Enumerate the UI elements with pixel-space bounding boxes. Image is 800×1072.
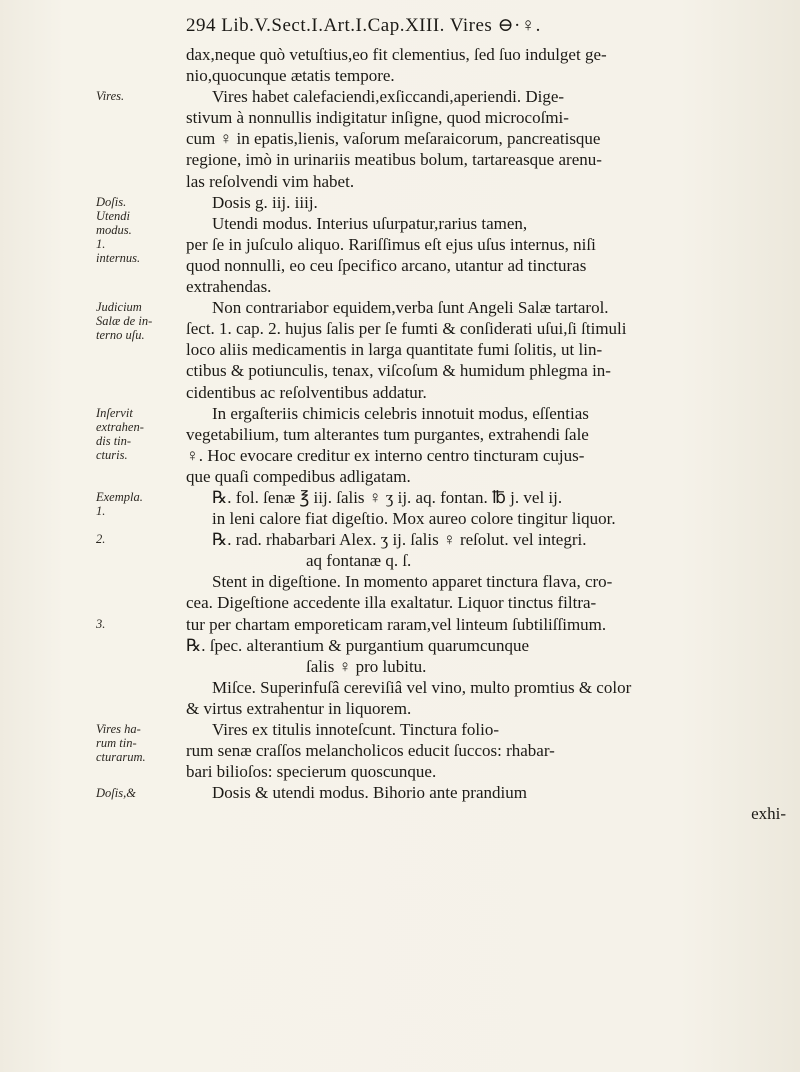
text-line: ♀. Hoc evocare creditur ex interno centro tincturam cujus- xyxy=(186,445,585,465)
margin-note-line: terno uſu. xyxy=(96,328,145,343)
margin-note-line: Utendi xyxy=(96,208,131,223)
text-line: nio,quocunque ætatis tempore. xyxy=(186,66,395,86)
text-line: ctibus & potiunculis, tenax, viſcoſum & humidum phlegma in- xyxy=(186,361,611,381)
margin-note-line: 3. xyxy=(96,616,106,631)
margin-note-line: extrahen- xyxy=(96,419,144,434)
text-line: Dosis g. iij. iiij. xyxy=(212,192,318,212)
text-line: extrahendas. xyxy=(186,277,272,297)
text-line: Vires habet calefaciendi,exſiccandi,aperiendi. Dige- xyxy=(212,87,565,107)
text-line: Vires ex titulis innoteſcunt. Tinctura folio- xyxy=(212,720,500,739)
text-line: que quaſi compedibus adligatam. xyxy=(186,466,411,486)
text-line: ſalis ♀ pro lubitu. xyxy=(306,656,427,676)
margin-note-line: 2. xyxy=(96,532,106,547)
text-line: ſect. 1. cap. 2. hujus ſalis per ſe fumti & conſiderati uſui,ſi ſtimuli xyxy=(186,319,627,339)
margin-note-line: Inſervit xyxy=(96,405,133,420)
margin-note-line: modus. xyxy=(96,222,132,237)
running-header: 294 Lib.V.Sect.I.Art.I.Cap.XIII. Vires ⊖·♀. xyxy=(186,15,541,36)
text-line: ℞. ſpec. alterantium & purgantium quarumcunque xyxy=(186,635,530,655)
text-line: tur per chartam emporeticam raram,vel linteum ſubtiliſſimum. xyxy=(186,614,607,634)
margin-note-line: dis tin- xyxy=(96,433,132,448)
margin-note xyxy=(96,786,180,800)
text-line: regione, imò in urinariis meatibus bolum, tartareasque arenu- xyxy=(186,150,602,170)
text-line: Utendi modus. Interius uſurpatur,rarius tamen, xyxy=(212,213,528,233)
text-line: cum ♀ in epatis,lienis, vaſorum meſaraicorum, pancreatisque xyxy=(186,129,601,149)
margin-note-line: Doſis,& xyxy=(96,785,136,800)
margin-note-line: Vires. xyxy=(96,89,125,104)
text-line: aq fontanæ q. ſ. xyxy=(306,551,412,571)
text-line: dax,neque quò vetuſtius,eo fit clementius, ſed ſuo indulget ge- xyxy=(186,45,607,64)
margin-note-line: 1. xyxy=(96,504,106,519)
main-text xyxy=(186,44,786,824)
margin-note-line: Doſis. xyxy=(96,194,127,209)
margin-note-line: rum tin- xyxy=(96,736,137,751)
text-line: cea. Digeſtione accedente illa exaltatur. Liquor tinctus filtra- xyxy=(186,593,597,613)
text-line: in leni calore fiat digeſtio. Mox aureo colore tingitur liquor. xyxy=(212,509,616,529)
text-line: Dosis & utendi modus. Bihorio ante prandium xyxy=(212,783,527,803)
margin-note-line: internus. xyxy=(96,250,141,265)
text-line: vegetabilium, tum alterantes tum purgantes, extrahendi ſale xyxy=(186,424,589,444)
text-line: Miſce. Superinfuſâ cereviſiâ vel vino, multo promtius & color xyxy=(212,677,632,697)
text-line: In ergaſteriis chimicis celebris innotuit modus, eſſentias xyxy=(212,403,589,423)
margin-note-line: cturarum. xyxy=(96,750,146,765)
text-line: cidentibus ac reſolventibus addatur. xyxy=(186,382,427,402)
margin-note-line: Salæ de in- xyxy=(96,314,153,329)
text-line: & virtus extrahentur in liquorem. xyxy=(186,698,412,718)
text-line: las reſolvendi vim habet. xyxy=(186,171,355,191)
margin-note xyxy=(96,89,180,103)
text-line: quod nonnulli, eo ceu ſpecifico arcano, utantur ad tincturas xyxy=(186,255,587,275)
margin-note xyxy=(96,532,180,546)
text-line: loco aliis medicamentis in larga quantitate fumi ſolitis, ut lin- xyxy=(186,340,603,360)
margin-note-line: Judicium xyxy=(96,300,142,315)
text-line: bari bilioſos: specierum quoscunque. xyxy=(186,762,437,782)
text-line: rum senæ craſſos melancholicos educit ſuccos: rhabar- xyxy=(186,741,555,761)
margin-note-line: Vires ha- xyxy=(96,722,141,737)
text-line: ℞. fol. ſenæ ℥ iij. ſalis ♀ ʒ ij. aq. fontan. ℔ j. vel ij. xyxy=(212,487,563,507)
margin-note xyxy=(96,617,180,631)
text-line: Non contrariabor equidem,verba ſunt Angeli Salæ tartarol. xyxy=(212,298,609,318)
margin-note-line: cturis. xyxy=(96,447,128,462)
margin-note xyxy=(96,300,180,342)
text-line: ℞. rad. rhabarbari Alex. ʒ ij. ſalis ♀ reſolut. vel integri. xyxy=(212,530,587,550)
text-line: exhi- xyxy=(751,804,786,824)
margin-note-line: 1. xyxy=(96,236,106,251)
text-line: stivum à nonnullis indigitatur inſigne, quod microcoſmi- xyxy=(186,108,569,128)
margin-note xyxy=(96,406,180,462)
text-line: per ſe in juſculo aliquo. Rariſſimus eſt ejus uſus internus, niſi xyxy=(186,234,596,254)
margin-note xyxy=(96,195,180,265)
margin-note-line: Exempla. xyxy=(96,490,143,505)
margin-note xyxy=(96,490,180,518)
text-line: Stent in digeſtione. In momento apparet tinctura flava, cro- xyxy=(212,572,613,592)
margin-note xyxy=(96,722,180,764)
